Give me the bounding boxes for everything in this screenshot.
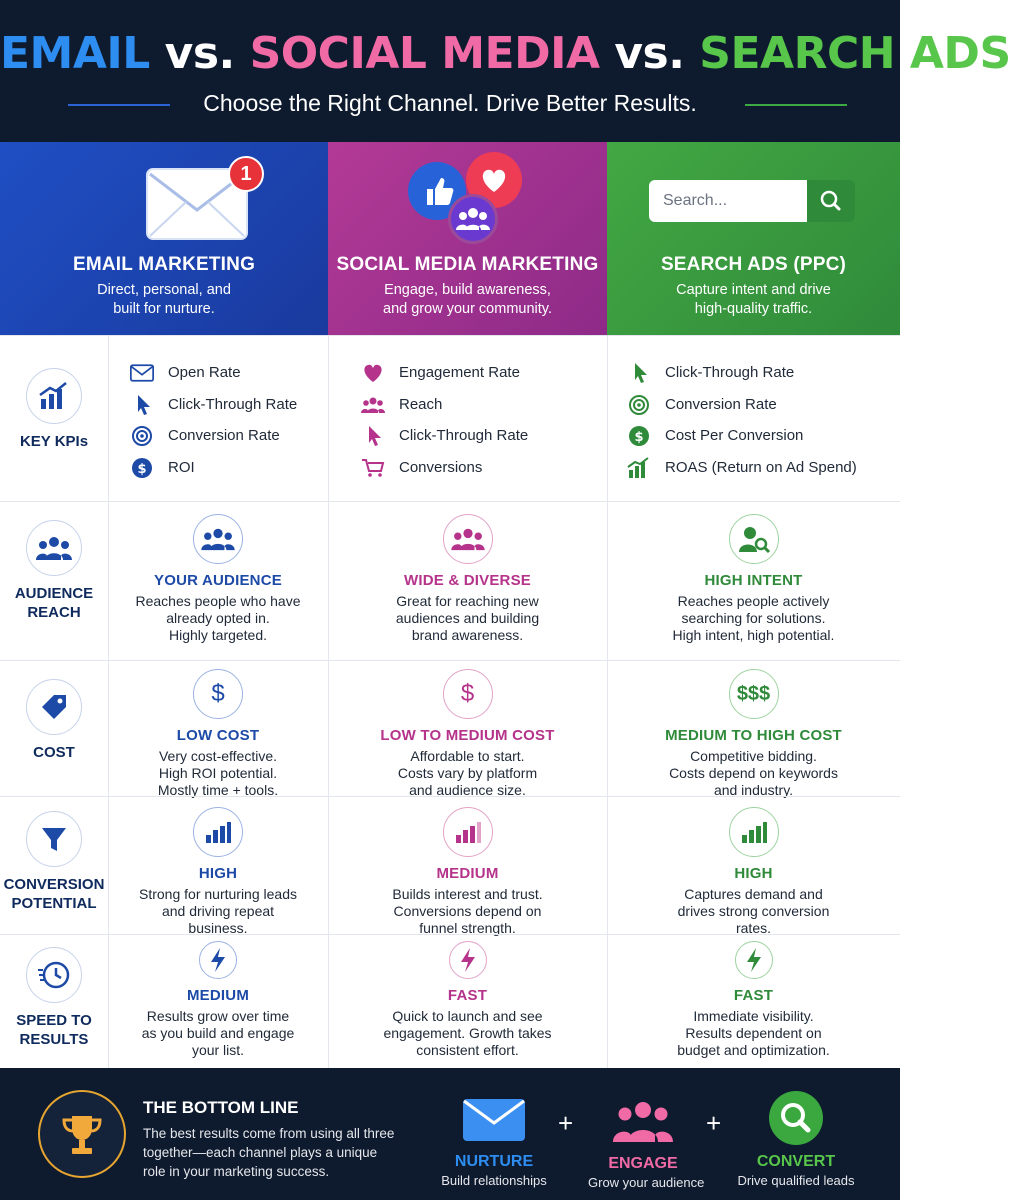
bar-chart-icon [26,368,82,424]
cell-description: Quick to launch and see engagement. Growth takes consistent effort. [383,1008,552,1058]
cell-search-cost [607,669,900,799]
row-cost [0,660,900,796]
convert-item: CONVERT Drive qualified leads [736,1090,856,1188]
cell-description: Results grow over time as you build and engage your list. [141,1008,295,1058]
row-label: SPEED TO RESULTS [16,1012,92,1048]
cell-title: MEDIUM TO HIGH COST [665,727,842,744]
title-vs: vs. [164,28,235,79]
row-header [0,679,108,762]
page-header [0,0,1011,142]
notification-badge: 1 [228,156,264,192]
lightning-icon [199,941,237,979]
row-header [0,520,108,622]
title-search-ads: SEARCH ADS [699,28,1011,79]
heart-icon [361,363,385,383]
cursor-icon [130,395,154,415]
channel-description: Capture intent and drive high-quality traffic. [676,282,831,317]
cell-description: Strong for nurturing leads and driving repeat business. [139,886,297,936]
people-icon [26,520,82,576]
envelope-icon [462,1098,526,1142]
cursor-icon [361,426,385,446]
cell-email-cost [108,669,328,799]
cell-social-conversion [328,807,607,937]
row-conversion-potential [0,796,900,934]
cell-title: MEDIUM [436,865,499,882]
people-icon [611,1098,675,1144]
row-audience-reach [0,501,900,660]
channel-description: Direct, personal, and built for nurture. [97,282,231,317]
bottom-line-title: THE BOTTOM LINE [143,1098,299,1117]
cell-description: Competitive bidding. Costs depend on keywords and industry. [669,748,838,798]
channel-email [0,142,328,335]
cell-search-audience [607,514,900,644]
target-icon [627,395,651,415]
user-search-icon [729,514,779,564]
people-icon [193,514,243,564]
cell-email-speed [108,941,328,1059]
title-vs: vs. [614,28,685,79]
cell-title: LOW COST [176,727,260,744]
channel-description: Engage, build awareness, and grow your community. [383,282,552,317]
price-tag-icon [26,679,82,735]
cell-title: FAST [733,987,774,1004]
cell-social-audience [328,514,607,644]
triple-dollar-icon: $$$ [729,669,779,719]
cell-title: LOW TO MEDIUM COST [380,727,555,744]
row-header [0,368,108,451]
nurture-item: NURTURE Build relationships [440,1098,548,1188]
cell-description: Great for reaching new audiences and building brand awareness. [395,593,540,643]
cell-description: Builds interest and trust. Conversions depend on funnel strength. [392,886,543,936]
cell-title: YOUR AUDIENCE [154,572,282,589]
cell-description: Immediate visibility. Results dependent on budget and optimization. [677,1008,830,1058]
cell-title: MEDIUM [186,987,250,1004]
search-icon [807,180,855,222]
cell-description: Reaches people actively searching for solutions. High intent, high potential. [672,593,835,643]
channel-name: SEARCH ADS (PPC) [660,254,847,275]
row-label: AUDIENCE REACH [14,585,94,621]
bar-chart-icon [729,807,779,857]
bar-chart-icon [443,807,493,857]
dollar-icon: $ [193,669,243,719]
channel-name: SOCIAL MEDIA MARKETING [336,254,599,275]
bar-chart-icon [193,807,243,857]
envelope-icon [130,363,154,383]
row-key-kpis: KEY KPIs Open Rate Click-Through Rate Conversion Rate $ ROI Engagement Rate Reach Click-Through Rate Conversions Click-Through Rate Conversion Rate $ Cost Per Conversion ROAS (Return on Ad Spend) [0,335,900,501]
cell-title: HIGH [198,865,238,882]
channel-social [328,142,607,335]
row-label: CONVERSION POTENTIAL [3,876,105,912]
cell-title: WIDE & DIVERSE [404,572,531,589]
dollar-icon [627,426,651,446]
cell-social-cost [328,669,607,799]
cell-email-conversion [108,807,328,937]
svg-text:$: $ [137,462,147,477]
people-icon [443,514,493,564]
cell-search-speed [607,941,900,1059]
plus-sign: + [706,1108,722,1138]
cell-description: Affordable to start. Costs vary by platform and audience size. [397,748,538,798]
search-button [807,180,855,222]
row-label: COST [33,744,75,761]
cell-search-conversion [607,807,900,937]
divider-right [745,104,847,106]
cursor-icon [627,363,651,383]
cell-email-audience [108,514,328,644]
title-social-media: SOCIAL MEDIA [249,28,600,79]
cell-description: Captures demand and drives strong conversion rates. [677,886,830,936]
cell-description: Reaches people who have already opted in. Highly targeted. [135,593,301,643]
cell-description: Very cost-effective. High ROI potential. Mostly time + tools. [157,748,279,798]
dollar-icon [130,458,154,478]
row-header [0,811,108,913]
people-icon [448,194,498,244]
dollar-icon: $ [443,669,493,719]
row-label: KEY KPIs [19,433,89,450]
bottom-line-footer [0,1068,900,1200]
page-title [0,28,1011,79]
channel-name: EMAIL MARKETING [72,254,256,275]
cell-title: HIGH INTENT [704,572,803,589]
search-input: Search... [649,180,807,222]
shopping-cart-icon [361,458,385,478]
cell-title: FAST [447,987,488,1004]
title-email: EMAIL [0,28,150,79]
bottom-line-text: The best results come from using all three together—each channel plays a unique role in your marketing success. [143,1126,395,1179]
trophy-icon [38,1090,126,1178]
cell-social-speed [328,941,607,1059]
target-icon [130,426,154,446]
row-speed-to-results [0,934,900,1068]
search-icon [768,1090,824,1146]
channel-search [607,142,900,335]
plus-sign: + [558,1108,574,1138]
funnel-icon [26,811,82,867]
page-subtitle: Choose the Right Channel. Drive Better Results. [203,90,697,116]
cell-title: HIGH [734,865,773,882]
stopwatch-icon [26,947,82,1003]
lightning-icon [449,941,487,979]
row-header [0,947,108,1049]
people-icon [361,395,385,415]
svg-text:$: $ [634,430,644,445]
lightning-icon [735,941,773,979]
engage-item: ENGAGE Grow your audience [588,1098,698,1190]
bar-chart-icon [627,458,651,478]
